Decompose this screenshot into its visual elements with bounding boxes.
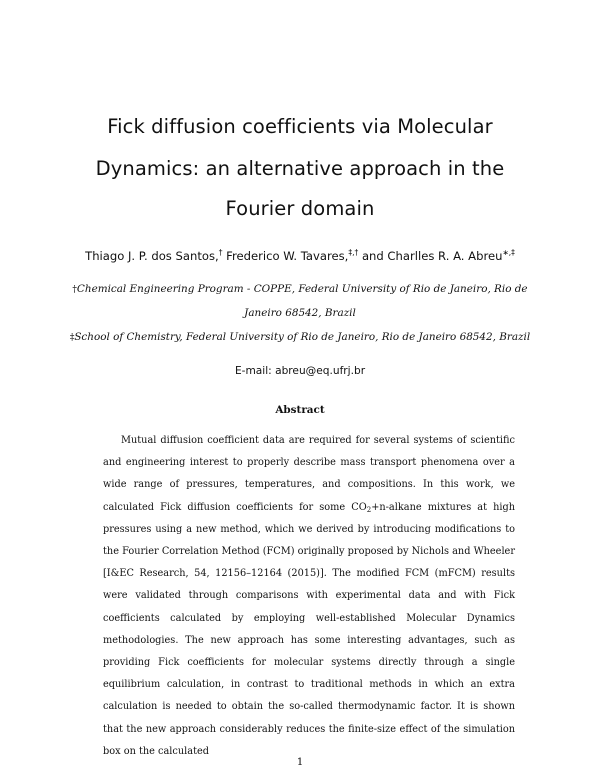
abstract-text-part-1: Mutual diffusion coefficient data are required for several systems of scientific and engineering interest to properly describe mass transport phenomena over a wide range of pressures, temperatures, and compositions. In this work, we calculated Fick diffusion coefficients for some CO	[103, 435, 515, 513]
affiliation-mark: †	[72, 285, 77, 295]
abstract-body	[103, 430, 515, 763]
author-name: Frederico W. Tavares,	[226, 249, 349, 263]
affiliation-1	[0, 283, 600, 295]
abstract-heading: Abstract	[275, 404, 325, 416]
paper-title-line-3: Fourier domain	[225, 197, 375, 220]
author-name: and Charlles R. A. Abreu	[361, 249, 503, 263]
corresponding-email: E-mail: abreu@eq.ufrj.br	[234, 365, 366, 377]
author-list	[0, 249, 600, 263]
author-affil-marks: ‡,†	[348, 248, 359, 257]
co2-subscript: 2	[366, 505, 372, 514]
author-affil-marks: ∗,‡	[502, 248, 515, 257]
author-affil-marks: †	[218, 248, 223, 257]
affiliation-text: School of Chemistry, Federal University of Rio de Janeiro, Rio de Janeiro 68542, Brazil	[74, 331, 531, 343]
page-number: 1	[296, 756, 304, 768]
abstract-text-part-2: +n-alkane mixtures at high pressures using a new method, which we derived by introducing modifications to the Fourier Correlation Method (FCM) originally proposed by Nichols and Wheeler [I&EC Research, 54, 12156–12164 (2015)]. The modified FCM (mFCM) results were validated through comparisons with experimental data and with Fick coefficients calculated by employing well-established Molecular Dynamics methodologies. The new approach has some interesting advantages, such as providing Fick coefficients for molecular systems directly through a single equilibrium calculation, in contrast to traditional methods in which an extra calculation is needed to obtain the so-called thermodynamic factor. It is shown that the new approach considerably reduces the finite-size effect of the simulation box on the calculated	[103, 501, 516, 757]
author-name: Thiago J. P. dos Santos,	[85, 249, 219, 263]
affiliation-mark: ‡	[69, 333, 75, 343]
paper-title-line-1: Fick diffusion coefficients via Molecular	[107, 115, 493, 138]
affiliation-2	[0, 331, 600, 343]
affiliation-1-continued: Janeiro 68542, Brazil	[244, 307, 356, 319]
paper-title-line-2: Dynamics: an alternative approach in the	[95, 157, 505, 180]
affiliation-text: Chemical Engineering Program - COPPE, Federal University of Rio de Janeiro, Rio de	[76, 283, 528, 295]
